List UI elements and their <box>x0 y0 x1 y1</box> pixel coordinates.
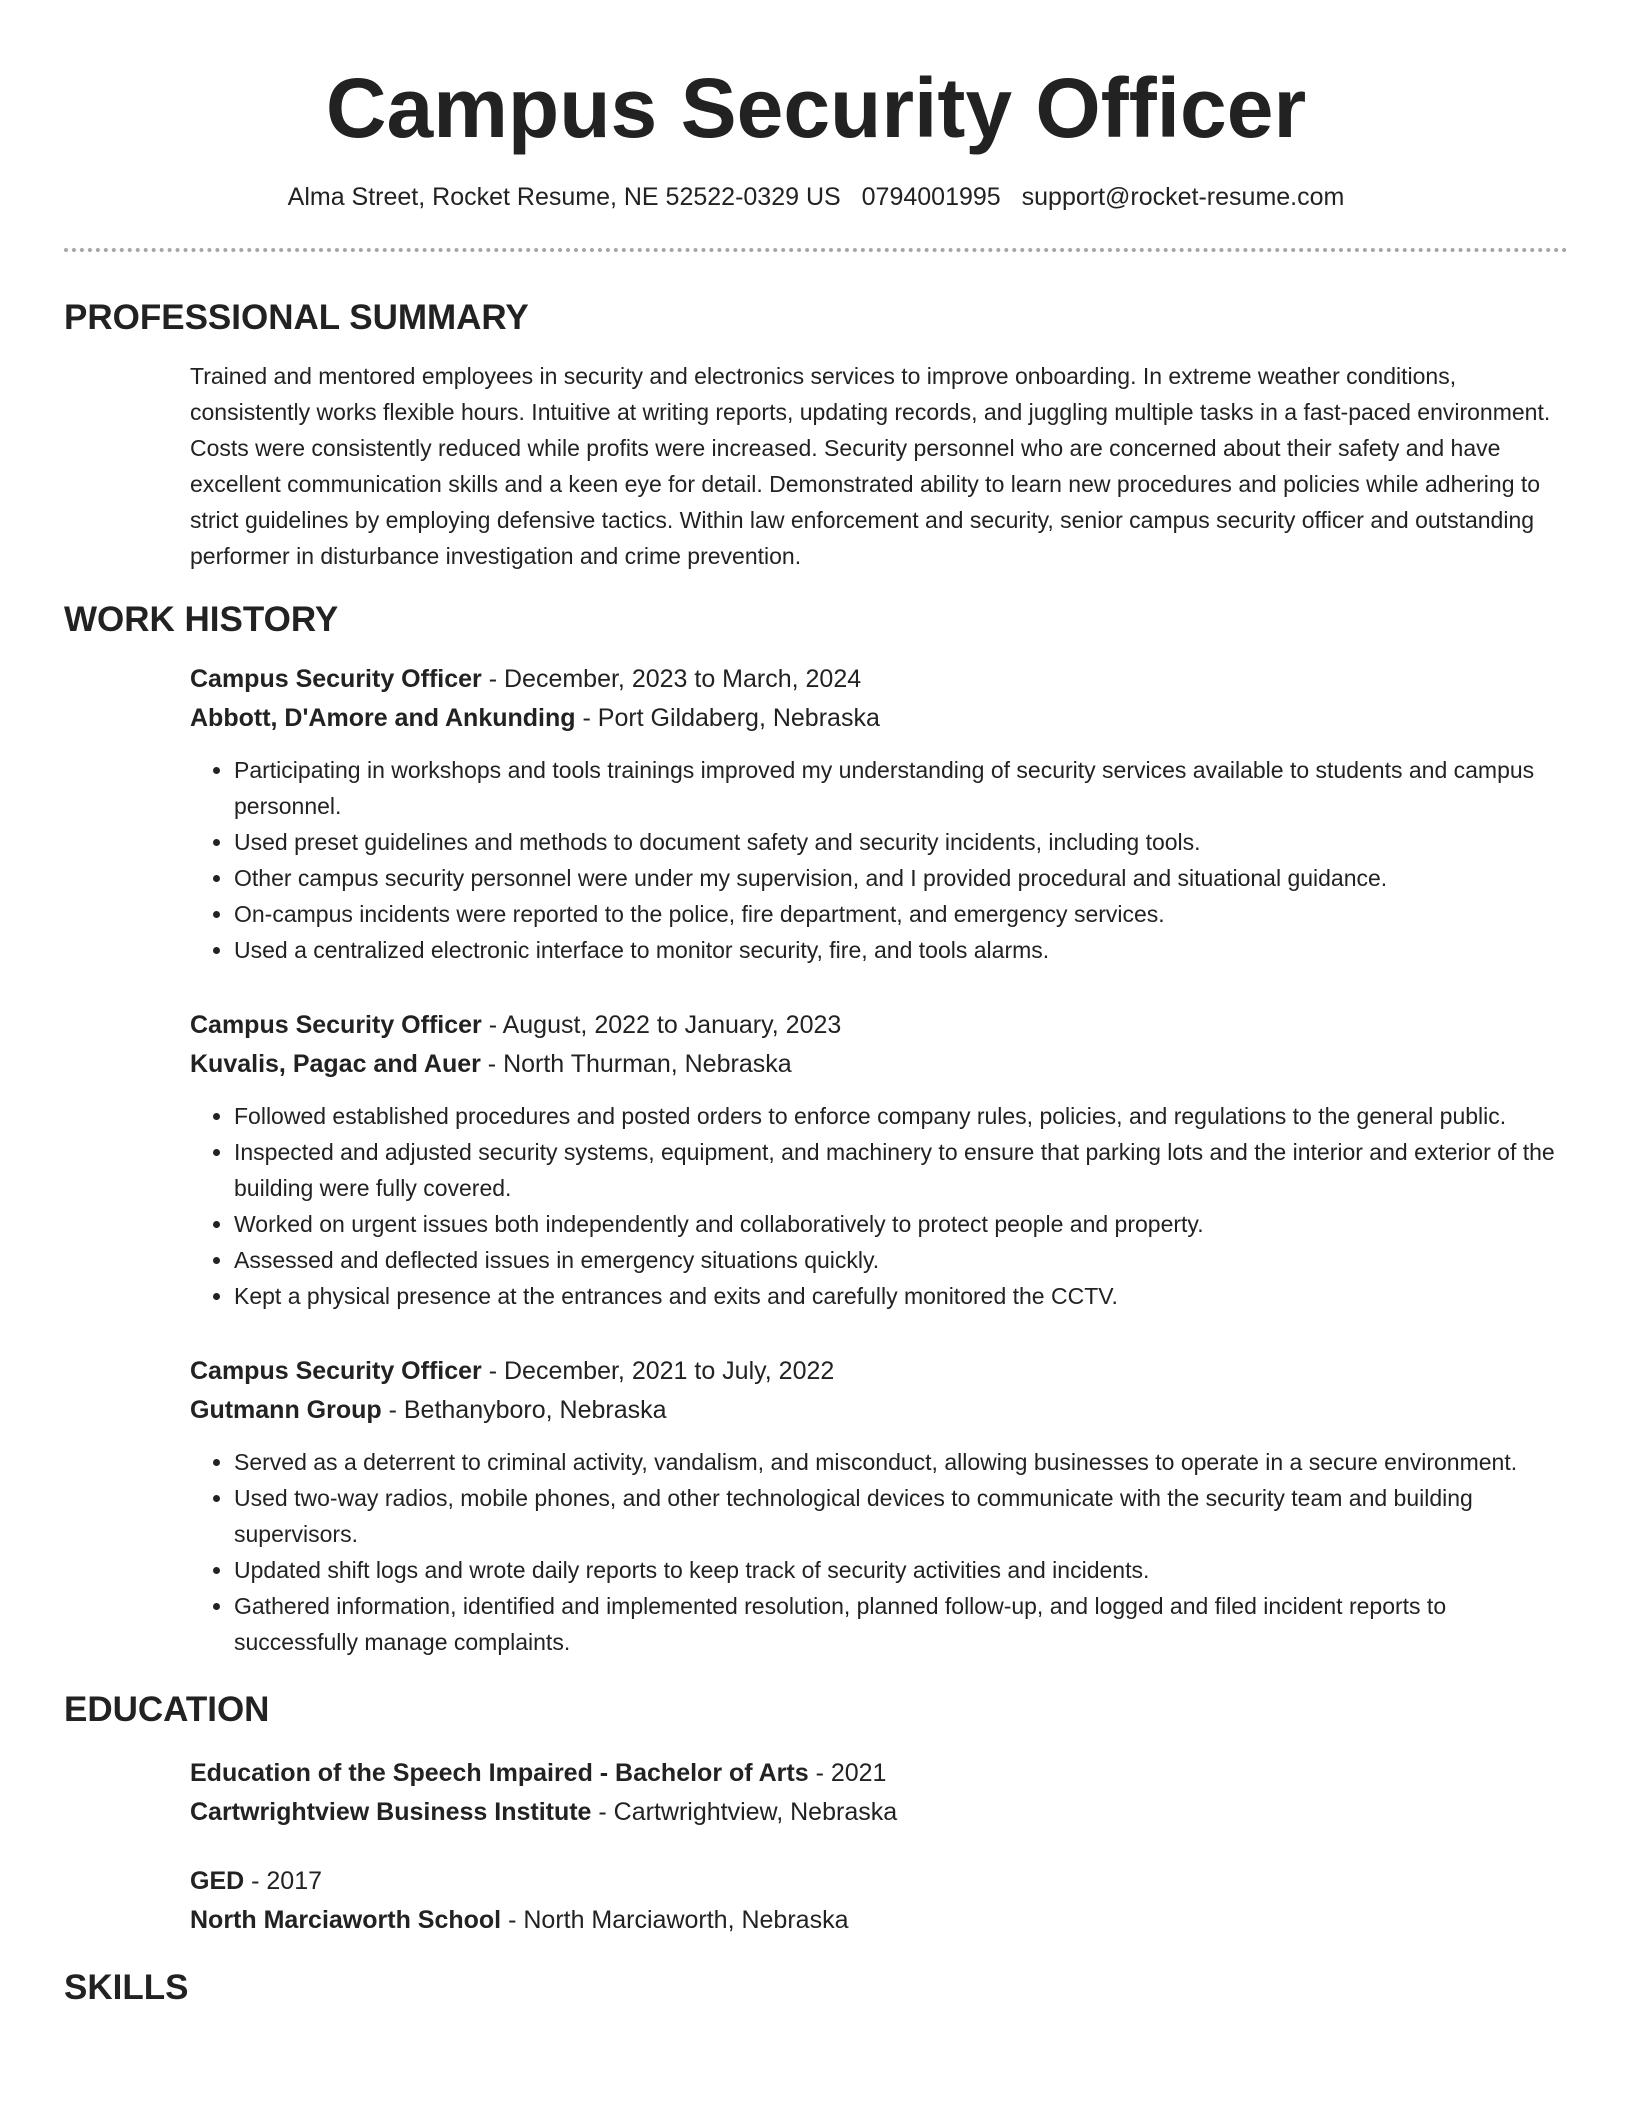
job-bullet: • Used a centralized electronic interface to monitor security, fire, and tools alarms. <box>234 932 1568 968</box>
work-history-list <box>190 660 1568 1660</box>
job-role: Campus Security Officer <box>190 665 482 693</box>
job-bullet: • Updated shift logs and wrote daily reports to keep track of security activities and incidents. <box>234 1552 1568 1588</box>
header-divider <box>64 248 1568 252</box>
skills-heading: SKILLS <box>64 1968 189 2007</box>
job-bullet: • Worked on urgent issues both independently and collaboratively to protect people and property. <box>234 1206 1568 1242</box>
job-title-line <box>190 1352 1568 1391</box>
job-dates: - December, 2021 to July, 2022 <box>481 1357 835 1385</box>
job-location: - North Thurman, Nebraska <box>480 1050 792 1078</box>
summary-text: Trained and mentored employees in security and electronics services to improve onboarding. In extreme weather conditions, consistently works flexible hours. Intuitive at writing reports, updating records, and juggling multiple tasks in a fast-paced environment. Costs were consistently reduced while profits were increased. Security personnel who are concerned about their safety and have excellent communication skills and a keen eye for detail. Demonstrated ability to learn new procedures and policies while adhering to strict guidelines by employing defensive tactics. Within law enforcement and security, senior campus security officer and outstanding performer in disturbance investigation and crime prevention. <box>190 363 1551 569</box>
resume-name: Campus Security Officer <box>325 61 1307 155</box>
contact-phone: 0794001995 <box>861 183 1001 211</box>
education-location: - Cartwrightview, Nebraska <box>591 1798 898 1826</box>
job-entry <box>190 1006 1568 1314</box>
job-bullet: • Used two-way radios, mobile phones, and other technological devices to communicate with the security team and building supervisors. <box>234 1480 1568 1552</box>
job-bullets <box>190 1098 1568 1314</box>
job-bullet: • On-campus incidents were reported to the police, fire department, and emergency services. <box>234 896 1568 932</box>
job-dates: - December, 2023 to March, 2024 <box>481 665 862 693</box>
job-entry <box>190 660 1568 968</box>
job-bullet: • Participating in workshops and tools trainings improved my understanding of security services available to students and campus personnel. <box>234 752 1568 824</box>
job-bullet: • Kept a physical presence at the entrances and exits and carefully monitored the CCTV. <box>234 1278 1568 1314</box>
contact-line <box>64 180 1568 214</box>
education-school: North Marciaworth School <box>190 1906 502 1934</box>
job-dates: - August, 2022 to January, 2023 <box>481 1011 842 1039</box>
job-bullet: • Inspected and adjusted security systems, equipment, and machinery to ensure that parking lots and the interior and exterior of the building were fully covered. <box>234 1134 1568 1206</box>
education-list <box>190 1754 1568 1940</box>
education-school-line <box>190 1901 1568 1940</box>
job-bullet: • Served as a deterrent to criminal activity, vandalism, and misconduct, allowing businesses to operate in a secure environment. <box>234 1444 1568 1480</box>
education-degree-line <box>190 1862 1568 1901</box>
education-school: Cartwrightview Business Institute <box>190 1798 592 1826</box>
education-heading: EDUCATION <box>64 1690 270 1729</box>
job-bullet: • Gathered information, identified and implemented resolution, planned follow-up, and logged and filed incident reports to successfully manage complaints. <box>234 1588 1568 1660</box>
job-bullet: • Followed established procedures and posted orders to enforce company rules, policies, and regulations to the general public. <box>234 1098 1568 1134</box>
contact-address: Alma Street, Rocket Resume, NE 52522-0329 US <box>287 183 841 211</box>
job-entry <box>190 1352 1568 1660</box>
work-history-heading: WORK HISTORY <box>64 600 339 639</box>
job-company: Gutmann Group <box>190 1396 382 1424</box>
contact-email: support@rocket-resume.com <box>1021 183 1345 211</box>
job-bullet: • Other campus security personnel were under my supervision, and I provided procedural and situational guidance. <box>234 860 1568 896</box>
job-company-line <box>190 1045 1568 1084</box>
job-bullet: • Used preset guidelines and methods to document safety and security incidents, including tools. <box>234 824 1568 860</box>
education-year: - 2017 <box>244 1867 323 1895</box>
job-title-line <box>190 1006 1568 1045</box>
job-company-line <box>190 699 1568 738</box>
job-company: Abbott, D'Amore and Ankunding <box>190 704 576 732</box>
education-school-line <box>190 1793 1568 1832</box>
job-role: Campus Security Officer <box>190 1357 482 1385</box>
job-bullets <box>190 1444 1568 1660</box>
education-year: - 2021 <box>808 1759 887 1787</box>
education-entry <box>190 1754 1568 1832</box>
summary-heading: PROFESSIONAL SUMMARY <box>64 298 529 337</box>
education-degree-line <box>190 1754 1568 1793</box>
job-company-line <box>190 1391 1568 1430</box>
job-role: Campus Security Officer <box>190 1011 482 1039</box>
education-location: - North Marciaworth, Nebraska <box>501 1906 849 1934</box>
job-location: - Port Gildaberg, Nebraska <box>575 704 880 732</box>
job-title-line <box>190 660 1568 699</box>
job-bullet: • Assessed and deflected issues in emergency situations quickly. <box>234 1242 1568 1278</box>
job-company: Kuvalis, Pagac and Auer <box>190 1050 481 1078</box>
job-bullets <box>190 752 1568 968</box>
job-location: - Bethanyboro, Nebraska <box>381 1396 667 1424</box>
education-entry <box>190 1862 1568 1940</box>
education-degree: Education of the Speech Impaired - Bachelor of Arts <box>190 1759 809 1787</box>
education-degree: GED <box>190 1867 245 1895</box>
